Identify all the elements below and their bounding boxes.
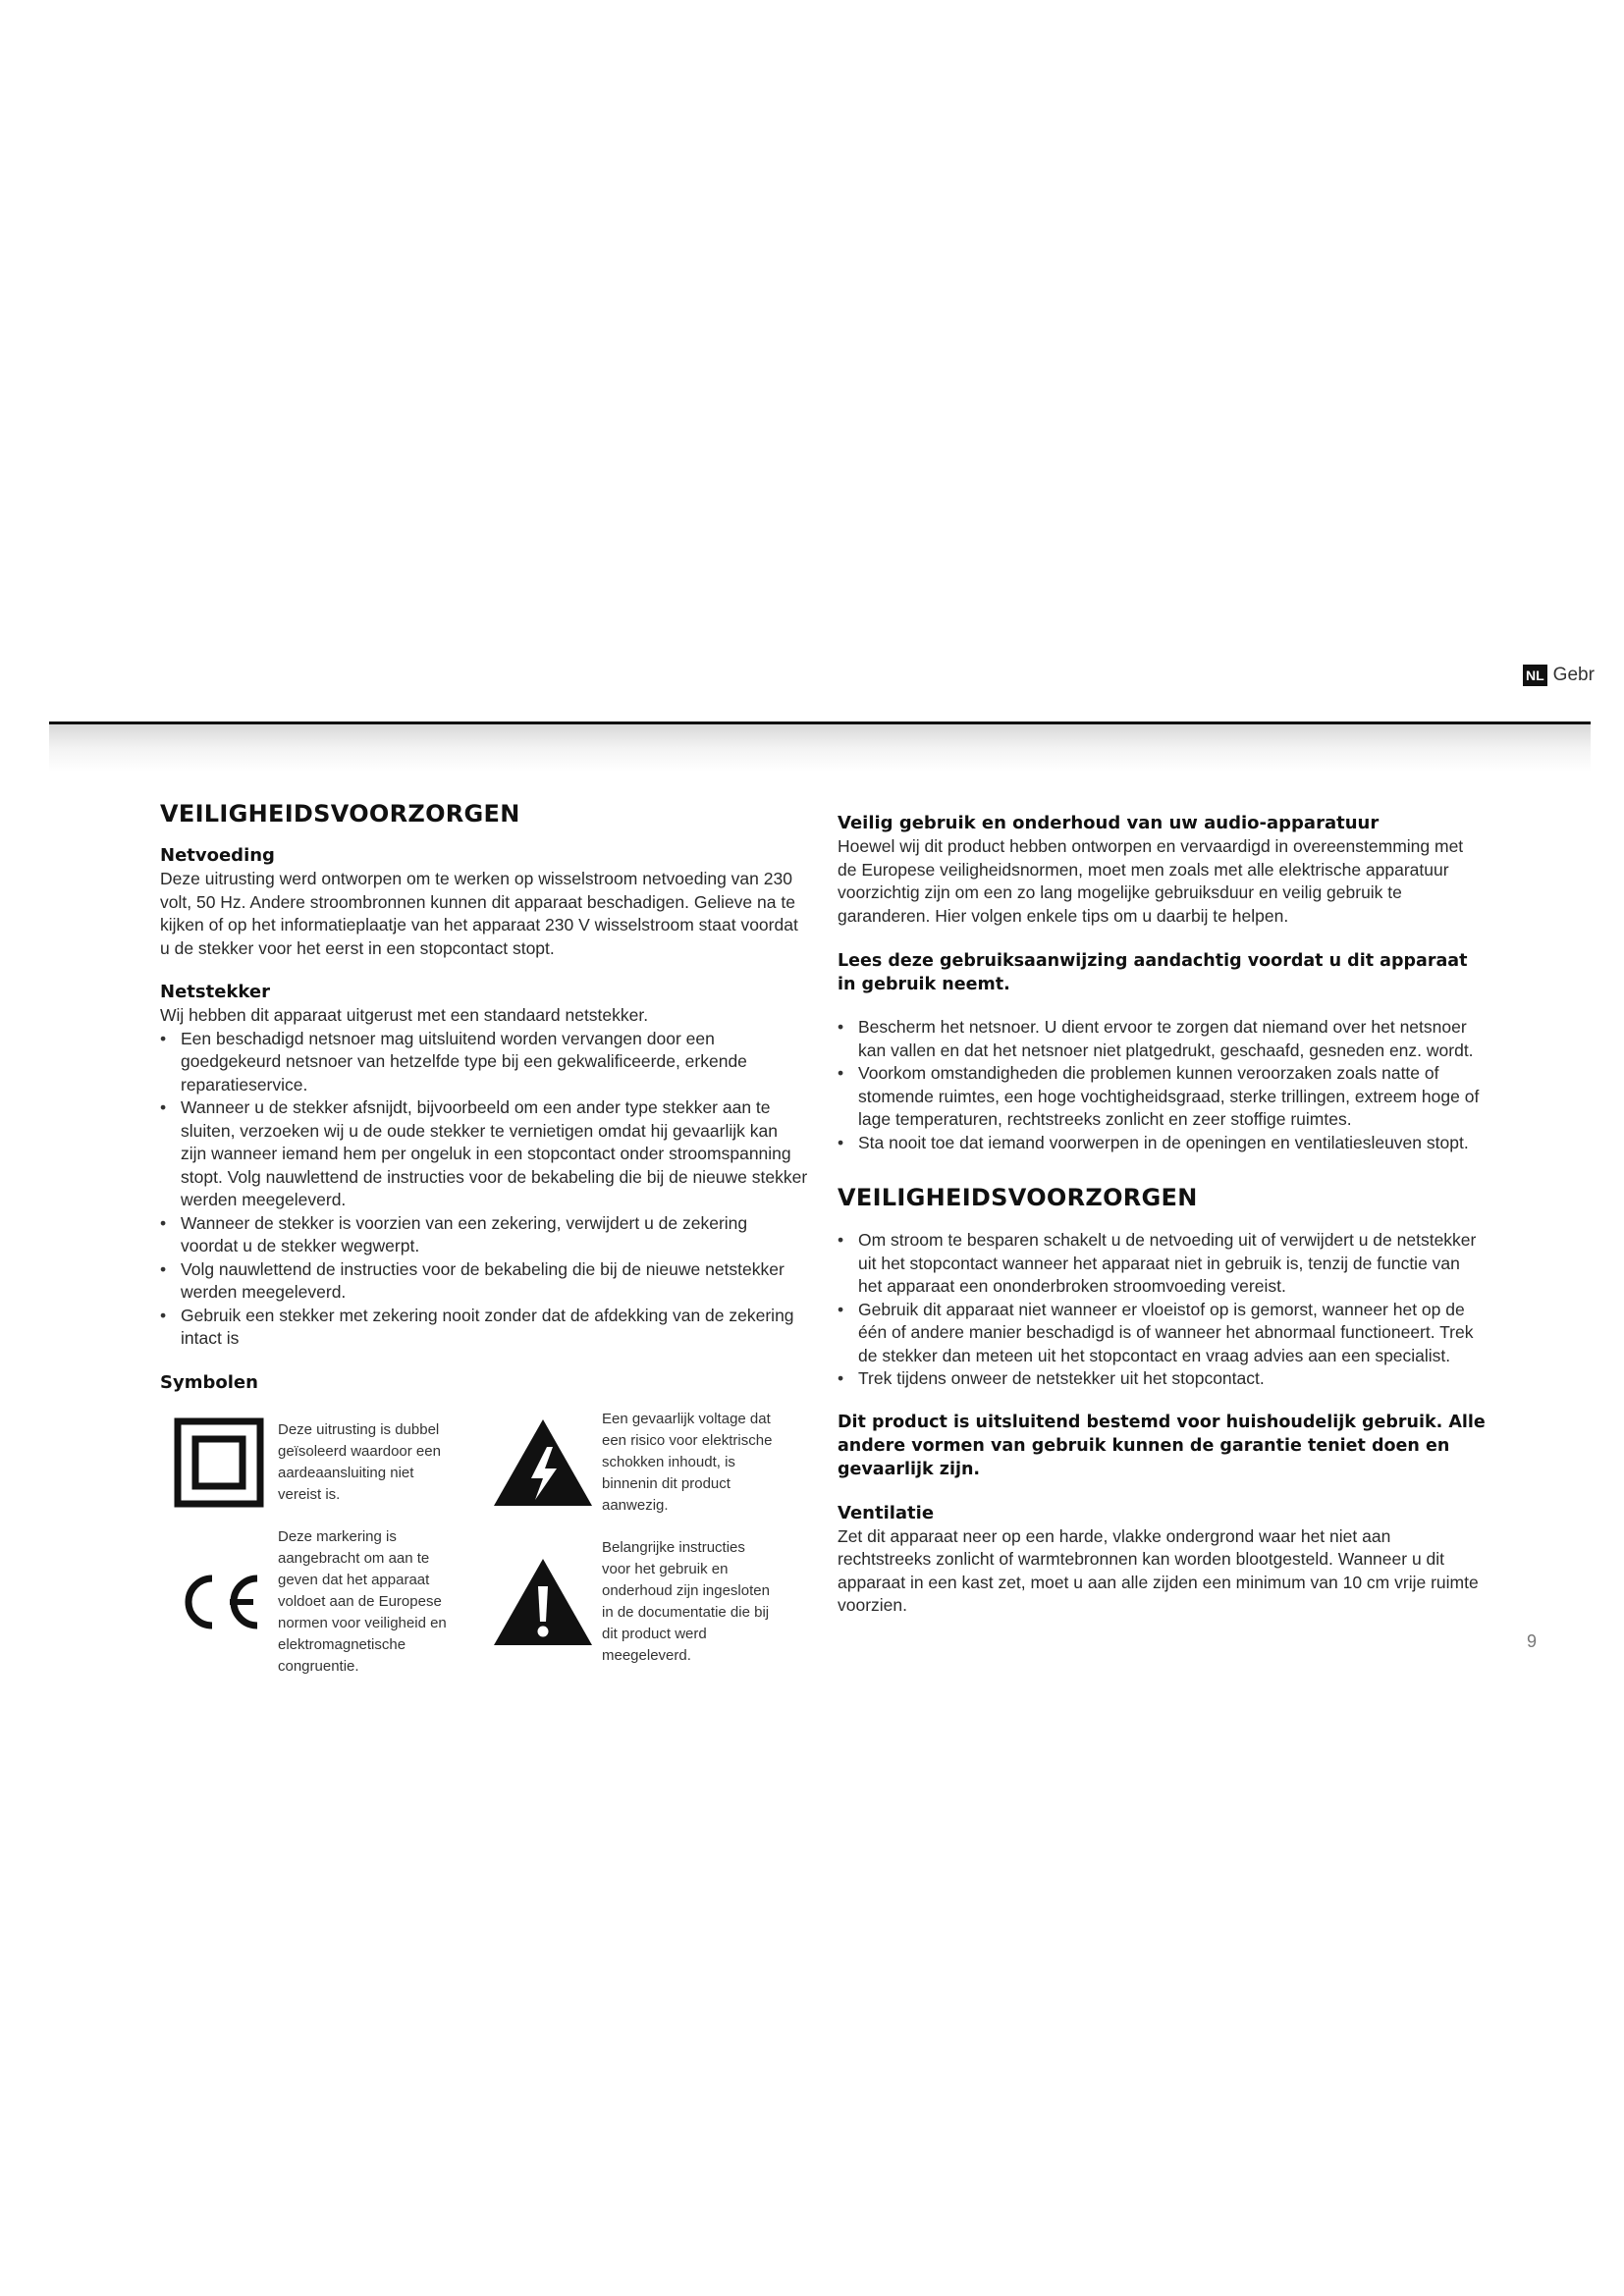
ce-mark-icon: [160, 1573, 278, 1631]
section-title-safety-2: VEILIGHEIDSVOORZORGEN: [838, 1184, 1198, 1211]
heading-veilig-gebruik: Veilig gebruik en onderhoud van uw audio-apparatuur: [838, 813, 1380, 833]
list-item: • Trek tijdens onweer de netstekker uit het stopcontact.: [838, 1367, 1486, 1391]
list-item: • Gebruik een stekker met zekering nooit zonder dat de afdekking van de zekering intact is: [160, 1305, 808, 1351]
page-number: 9: [1527, 1631, 1538, 1651]
language-badge: NL: [1523, 665, 1547, 686]
symbol-text: Deze uitrusting is dubbel geïsoleerd waardoor een aardeaansluiting niet vereist is.: [278, 1420, 441, 1503]
netstekker-list: [160, 1028, 808, 1351]
header-divider-shadow: [49, 724, 1591, 772]
page-header-tag: [1523, 664, 1595, 687]
note-household-use: Dit product is uitsluitend bestemd voor huishoudelijk gebruik. Alle andere vormen van gebruik kunnen de garantie teniet doen en gevaarlijk zijn.: [838, 1412, 1486, 1479]
symbol-double-insulation: [160, 1409, 484, 1517]
tips-list: [838, 1016, 1486, 1154]
list-item: • Een beschadigd netsnoer mag uitsluitend worden vervangen door een goedgekeurd netsnoer van hetzelfde type bij een gekwalificeerde, erkende reparatieservice.: [160, 1028, 808, 1097]
heading-netvoeding: Netvoeding: [160, 845, 275, 866]
section-netstekker: [160, 982, 808, 1351]
list-item: • Voorkom omstandigheden die problemen kunnen veroorzaken zoals natte of stomende ruimtes, een hoge vochtigheidsgraad, sterke trillingen, extreem hoge of lage temperaturen, rechtstreeks zonlicht en zeer stoffige ruimtes.: [838, 1062, 1486, 1132]
heading-ventilatie: Ventilatie: [838, 1502, 935, 1523]
exclamation-warning-icon: [484, 1557, 602, 1647]
list-item: • Wanneer u de stekker afsnijdt, bijvoorbeeld om een ander type stekker aan te sluiten, verzoeken wij u de oude stekker te vernietigen omdat hij gevaarlijk kan zijn wanneer iemand hem per ongeluk in een stopcontact onder stroomspanning stopt. Volg nauwlettend de instructies voor de bekabeling die bij de nieuwe stekker werden meegeleverd.: [160, 1096, 808, 1212]
section-ventilatie: [838, 1503, 1486, 1618]
list-item: • Volg nauwlettend de instructies voor de bekabeling die bij de nieuwe netstekker werden meegeleverd.: [160, 1258, 808, 1305]
section-veilig-gebruik: [838, 813, 1486, 928]
list-item: • Om stroom te besparen schakelt u de netvoeding uit of verwijdert u de netstekker uit het stopcontact wanneer het apparaat niet in gebruik is, tenzij de functie van het apparaat een ononderbroken stroomvoeding vereist.: [838, 1229, 1486, 1299]
section-netvoeding: [160, 845, 808, 960]
list-item: • Gebruik dit apparaat niet wanneer er vloeistof op is gemorst, wanneer het op de één of andere manier beschadigd is of wanneer het abnormaal functioneert. Trek de stekker dan meteen uit het stopcontact en vraag advies aan een specialist.: [838, 1299, 1486, 1368]
list-item: • Bescherm het netsnoer. U dient ervoor te zorgen dat niemand over het netsnoer kan vallen en dat het netsnoer niet platgedrukt, geschaafd, gesneden enz. wordt.: [838, 1016, 1486, 1062]
double-insulation-icon: [160, 1415, 278, 1510]
list-item: • Wanneer de stekker is voorzien van een zekering, verwijdert u de zekering voordat u de stekker wegwerpt.: [160, 1212, 808, 1258]
safety-list: [838, 1229, 1486, 1391]
symbol-exclamation: [484, 1526, 808, 1678]
heading-netstekker: Netstekker: [160, 982, 270, 1002]
section-title-safety: VEILIGHEIDSVOORZORGEN: [160, 800, 520, 828]
symbol-text: Deze markering is aangebracht om aan te geven dat het apparaat voldoet aan de Europese normen voor veiligheid en elektromagnetische congruentie.: [278, 1527, 447, 1675]
text-ventilatie: Zet dit apparaat neer op een harde, vlakke ondergrond waar het niet aan rechtstreeks zonlicht of warmtebronnen kan worden blootgesteld. Wanneer u dit apparaat in een kast zet, moet u aan alle zijden een minimum van 10 cm vrije ruimte voorzien.: [838, 1525, 1479, 1615]
text-netvoeding: Deze uitrusting werd ontworpen om te werken op wisselstroom netvoeding van 230 volt, 50 Hz. Andere stroombronnen kunnen dit apparaat beschadigen. Gelieve na te kijken of op het informatieplaatje van het apparaat 230 V wisselstroom staat voordat u de stekker voor het eerst in een stopcontact stopt.: [160, 869, 798, 958]
text-veilig-gebruik: Hoewel wij dit product hebben ontworpen en vervaardigd in overeenstemming met de Europese veiligheidsnormen, moet men zoals met alle elektrische apparatuur voorzichtig zijn om een zo lang mogelijke gebruiksduur en veilig gebruik te garanderen. Hier volgen enkele tips om u daarbij te helpen.: [838, 836, 1464, 926]
list-item: • Sta nooit toe dat iemand voorwerpen in de openingen en ventilatiesleuven stopt.: [838, 1132, 1486, 1155]
symbol-ce: [160, 1526, 484, 1678]
left-column: [160, 800, 808, 1699]
note-read-manual: Lees deze gebruiksaanwijzing aandachtig voordat u dit apparaat in gebruik neemt.: [838, 951, 1468, 994]
symbol-text: Een gevaarlijk voltage dat een risico voor elektrische schokken inhoudt, is binnenin dit product aanwezig.: [602, 1410, 773, 1514]
right-column: [838, 813, 1486, 1639]
text-netstekker-intro: Wij hebben dit apparaat uitgerust met een standaard netstekker.: [160, 1005, 649, 1025]
heading-symbolen: Symbolen: [160, 1371, 258, 1393]
symbol-high-voltage: [484, 1409, 808, 1517]
symbols-grid: [160, 1409, 808, 1678]
high-voltage-warning-icon: [484, 1417, 602, 1508]
symbol-text: Belangrijke instructies voor het gebruik en onderhoud zijn ingesloten in de documentatie die bij dit product werd meegeleverd.: [602, 1538, 770, 1664]
header-section-title: Gebr: [1552, 665, 1595, 685]
section-symbolen: [160, 1372, 808, 1678]
